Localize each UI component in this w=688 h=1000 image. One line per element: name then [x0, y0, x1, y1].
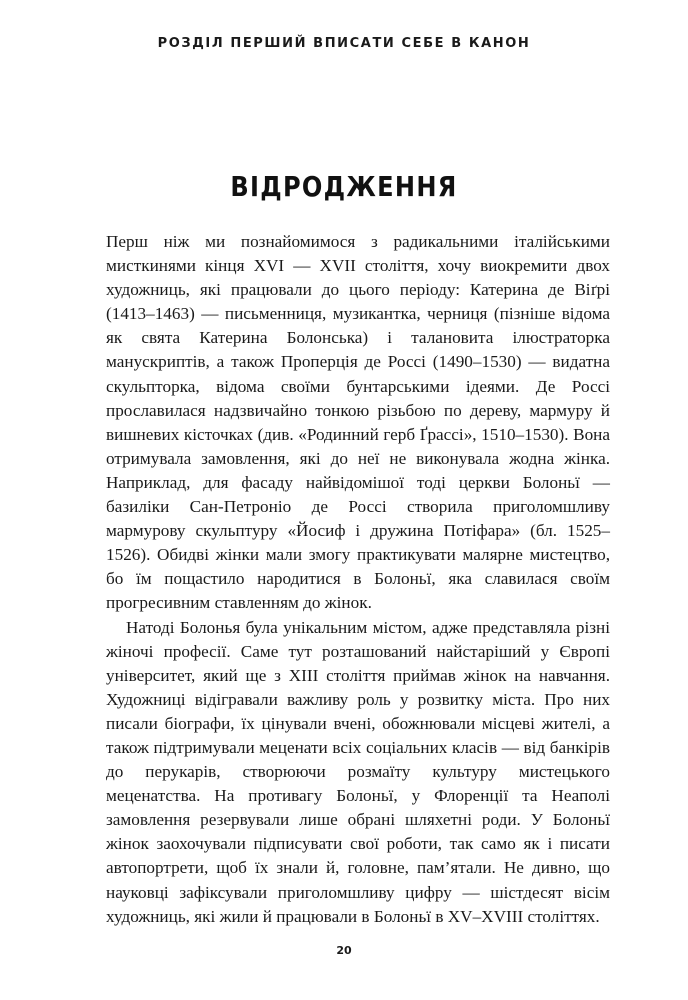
running-header: РОЗДІЛ ПЕРШИЙ ВПИСАТИ СЕБЕ В КАНОН	[157, 36, 531, 51]
paragraph-1: Перш ніж ми познайомимося з радикальними італійськими мисткинями кінця XVI — XVII століття, хочу виокремити двох художниць, які працювали до цього періоду: Катерина де Віґрі (1413–1463) — письменниця, музикантка, черниця (пізніше відома як свята Катерина Болонська) і талановита ілюстраторка манускриптів, а також Проперція де Россі (1490–1530) — видатна скульпторка, відома своїми бунтарськими ідеями. Де Россі прославилася надзвичайно тонкою різьбою по дереву, мармуру й вишневих кісточках (див. «Родинний герб Ґрассі», 1510–1530). Вона отримувала замовлення, які до неї не виконувала жодна жінка. Наприклад, для фасаду найвідомішої тоді церкви Болоньї — базиліки Сан-Петроніо де Россі створила приголомшливу мармурову скульптуру «Йосиф і дружина Потіфара» (бл. 1525–1526). Обидві жінки мали змогу практикувати малярне мистецтво, бо їм пощастило народитися в Болоньї, яка славилася своїм прогресивним ставленням до жінок.	[106, 232, 610, 613]
section-title: ВІДРОДЖЕННЯ	[230, 170, 458, 203]
page-number: 20	[336, 944, 352, 957]
body-text	[106, 230, 610, 929]
paragraph-2: Натоді Болонья була унікальним містом, адже представляла різні жіночі професії. Саме тут розташований найстаріший у Європі університет, який ще з XIII століття приймав жінок на навчання. Художниці відігравали важливу роль у розвитку міста. Про них писали біографи, їх цінували вчені, обожнювали місцеві жителі, а також підтримували меценати всіх соціальних класів — від банкірів до перукарів, створюючи розмаїту культуру мистецького меценатства. На противагу Болоньї, у Флоренції та Неаполі замовлення резервували лише обрані шляхетні роди. У Болоньї жінок заохочували підписувати свої роботи, так само як і писати автопортрети, щоб їх знали й, головне, пам’ятали. Не дивно, що науковці зафіксували приголомшливу цифру — шістдесят вісім художниць, які жили й працювали в Болоньї в XV–XVIII століттях.	[106, 617, 610, 926]
